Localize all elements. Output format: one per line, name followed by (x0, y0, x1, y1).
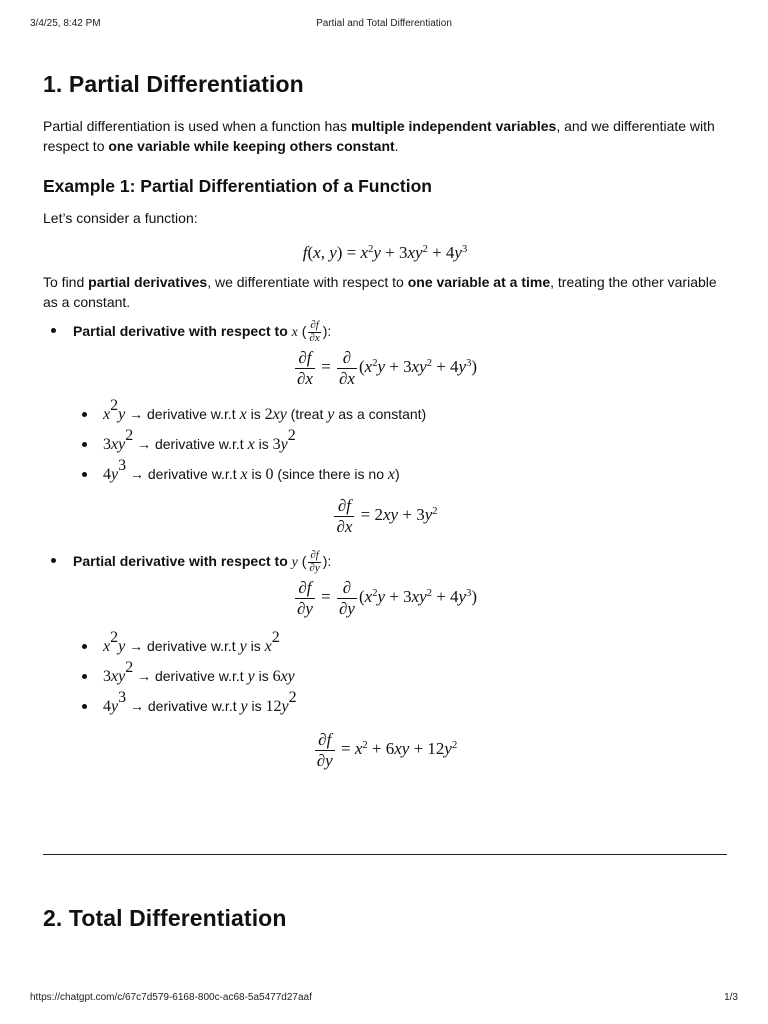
print-title: Partial and Total Differentiation (316, 18, 452, 29)
list-item: $x^2y$ → derivative w.r.t y is $x^2$ (43, 636, 727, 666)
example-heading: Example 1: Partial Differentiation of a Function (43, 176, 432, 196)
list-item: $3xy^2$ → derivative w.r.t x is $3y^2$ (43, 434, 727, 464)
list-item: $4y^3$ → derivative w.r.t y is $12y^2$ (43, 696, 727, 726)
intro-paragraph: Partial differentiation is used when a function has multiple independent variables, and we differentiate with respect to one variable while keeping others constant. (43, 118, 715, 154)
document-content (43, 68, 727, 784)
wrt-x-sublist (43, 397, 727, 494)
df-dx-expression: $\frac{\partial f}{\partial x}$ = $\frac{\partial}{\partial x}$ $(x^2y + 3xy^2 + 4y^3)$ (296, 348, 478, 388)
print-footer (30, 992, 738, 1006)
wrt-y-label: Partial derivative with respect to (73, 552, 288, 569)
section-heading-partial: 1. Partial Differentiation (43, 71, 304, 97)
wrt-x-label: Partial derivative with respect to (73, 322, 288, 339)
list-item: $4y^3$ → derivative w.r.t x is 0 (since there is no x) (43, 464, 727, 494)
page-number: 1/3 (724, 992, 738, 1003)
list-item: $x^2y$ → derivative w.r.t x is 2xy (treat y as a constant) (43, 404, 727, 434)
print-date: 3/4/25, 8:42 PM (30, 18, 101, 29)
section-heading-total: 2. Total Differentiation (43, 905, 287, 931)
tofind-paragraph: To find partial derivatives, we differentiate with respect to one variable at a time, treating the other variable as a constant. (43, 274, 717, 310)
partial-derivative-list (43, 320, 727, 342)
consider-text: Let’s consider a function: (43, 210, 198, 226)
wrt-y-sublist (43, 629, 727, 726)
print-url: https://chatgpt.com/c/67c7d579-6168-800c-ac68-5a5477d27aaf (30, 992, 312, 1003)
df-dy-result: $\frac{\partial f}{\partial y}$ = $x^2 + 6xy + 12y^2$ (316, 730, 458, 770)
df-dy-expression: $\frac{\partial f}{\partial y}$ = $\frac{\partial}{\partial y}$ $(x^2y + 3xy^2 + 4y^3)$ (296, 578, 478, 618)
section-divider (43, 854, 727, 855)
function-equation: f(x, $y) = x^2y + 3xy^2 + 4y^3$ (302, 243, 468, 262)
df-dx-result: $\frac{\partial f}{\partial x}$ = $2xy + 3y^2$ (336, 496, 438, 536)
print-header (30, 18, 738, 32)
partial-derivative-list-y (43, 550, 727, 572)
list-item-wrt-x: Partial derivative with respect to x ( $\frac{\partial f}{\partial x}$ ): (43, 320, 727, 342)
list-item-wrt-y: Partial derivative with respect to y ( $\frac{\partial f}{\partial y}$ ): (43, 550, 727, 572)
list-item: $3xy^2$ → derivative w.r.t y is 6xy (43, 666, 727, 696)
